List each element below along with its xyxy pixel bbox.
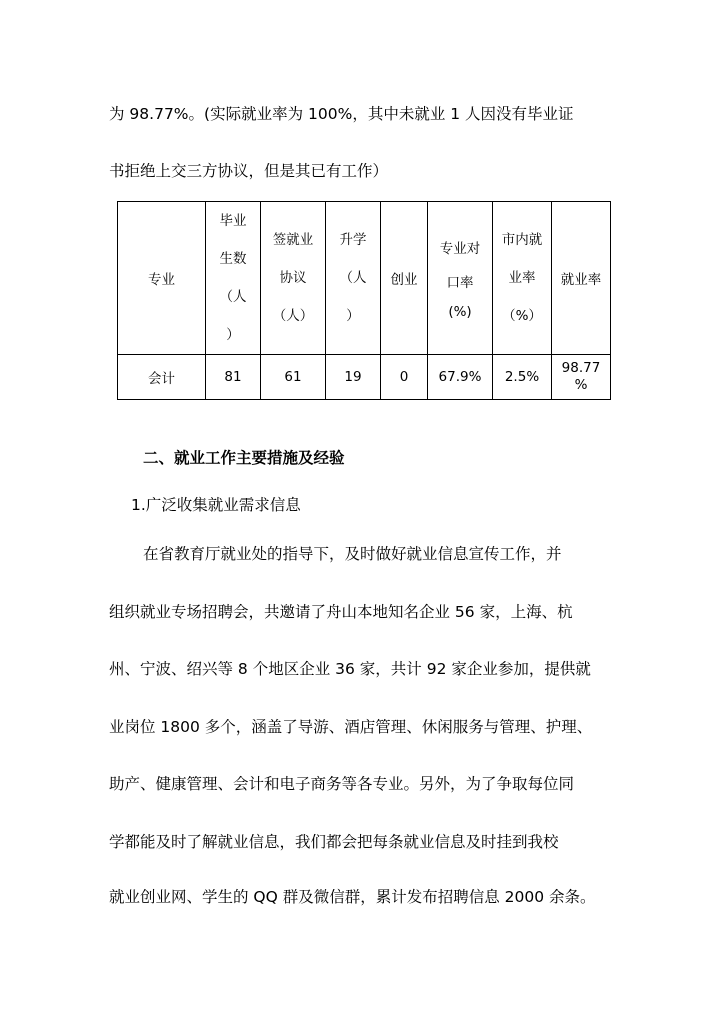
cell-signed: 61 bbox=[261, 355, 326, 400]
header-grads-line-2: 生数 bbox=[219, 251, 247, 267]
header-further-line-1: 升学 bbox=[339, 232, 367, 248]
header-local-line-2: 业率 bbox=[508, 270, 536, 286]
section-heading: 二、就业工作主要措施及经验 bbox=[143, 449, 345, 467]
header-rate-label: 就业率 bbox=[560, 272, 602, 288]
header-startup bbox=[381, 202, 428, 355]
paragraph-line-1: 在省教育厅就业处的指导下，及时做好就业信息宣传工作，并 bbox=[143, 545, 562, 563]
paragraph-line-4: 业岗位 1800 多个，涵盖了导游、酒店管理、休闲服务与管理、护理、 bbox=[109, 718, 593, 736]
header-grads bbox=[206, 202, 261, 355]
paragraph-line-3: 州、宁波、绍兴等 8 个地区企业 36 家，共计 92 家企业参加，提供就 bbox=[109, 660, 591, 678]
section-subheading: 1.广泛收集就业需求信息 bbox=[131, 496, 301, 514]
header-startup-label: 创业 bbox=[390, 272, 418, 288]
header-signed-line-2: 协议 bbox=[279, 270, 307, 286]
cell-grads: 81 bbox=[206, 355, 261, 400]
cell-rate-line-1: 98.77 bbox=[561, 360, 601, 376]
cell-major: 会计 bbox=[118, 355, 206, 400]
header-further bbox=[326, 202, 381, 355]
header-signed-line-3: （人） bbox=[272, 308, 314, 324]
cell-local: 2.5% bbox=[493, 355, 552, 400]
cell-further: 19 bbox=[326, 355, 381, 400]
header-grads-line-3: （人 bbox=[219, 289, 247, 305]
paragraph-line-6: 学都能及时了解就业信息，我们都会把每条就业信息及时挂到我校 bbox=[109, 833, 559, 851]
cell-match: 67.9% bbox=[428, 355, 493, 400]
paragraph-line-2: 组织就业专场招聘会，共邀请了舟山本地知名企业 56 家，上海、杭 bbox=[109, 603, 573, 621]
table-row bbox=[118, 355, 611, 400]
cell-rate bbox=[552, 355, 611, 400]
paragraph-line-5: 助产、健康管理、会计和电子商务等各专业。另外，为了争取每位同 bbox=[109, 775, 575, 793]
employment-table bbox=[117, 201, 611, 400]
header-further-line-3: ） bbox=[346, 308, 360, 324]
paragraph-line-7: 就业创业网、学生的 QQ 群及微信群，累计发布招聘信息 2000 余条。 bbox=[109, 888, 596, 906]
table-header-row bbox=[118, 202, 611, 355]
intro-line-1: 为 98.77%。(实际就业率为 100%，其中未就业 1 人因没有毕业证 bbox=[109, 105, 574, 123]
intro-line-2: 书拒绝上交三方协议，但是其已有工作） bbox=[109, 162, 389, 180]
header-major-label: 专业 bbox=[148, 272, 175, 288]
header-signed bbox=[261, 202, 326, 355]
header-local-line-1: 市内就 bbox=[501, 232, 543, 248]
header-signed-line-1: 签就业 bbox=[272, 232, 314, 248]
header-match-line-2: 口率 bbox=[446, 275, 474, 291]
header-match-line-3: (%) bbox=[448, 304, 472, 320]
header-further-line-2: （人 bbox=[339, 270, 367, 286]
header-match bbox=[428, 202, 493, 355]
header-grads-line-4: ） bbox=[226, 327, 240, 343]
header-major bbox=[118, 202, 206, 355]
cell-rate-line-2: % bbox=[574, 377, 588, 393]
header-local bbox=[493, 202, 552, 355]
header-rate bbox=[552, 202, 611, 355]
header-local-line-3: （%） bbox=[502, 308, 542, 324]
cell-startup: 0 bbox=[381, 355, 428, 400]
header-match-line-1: 专业对 bbox=[439, 241, 481, 257]
header-grads-line-1: 毕业 bbox=[219, 213, 247, 229]
